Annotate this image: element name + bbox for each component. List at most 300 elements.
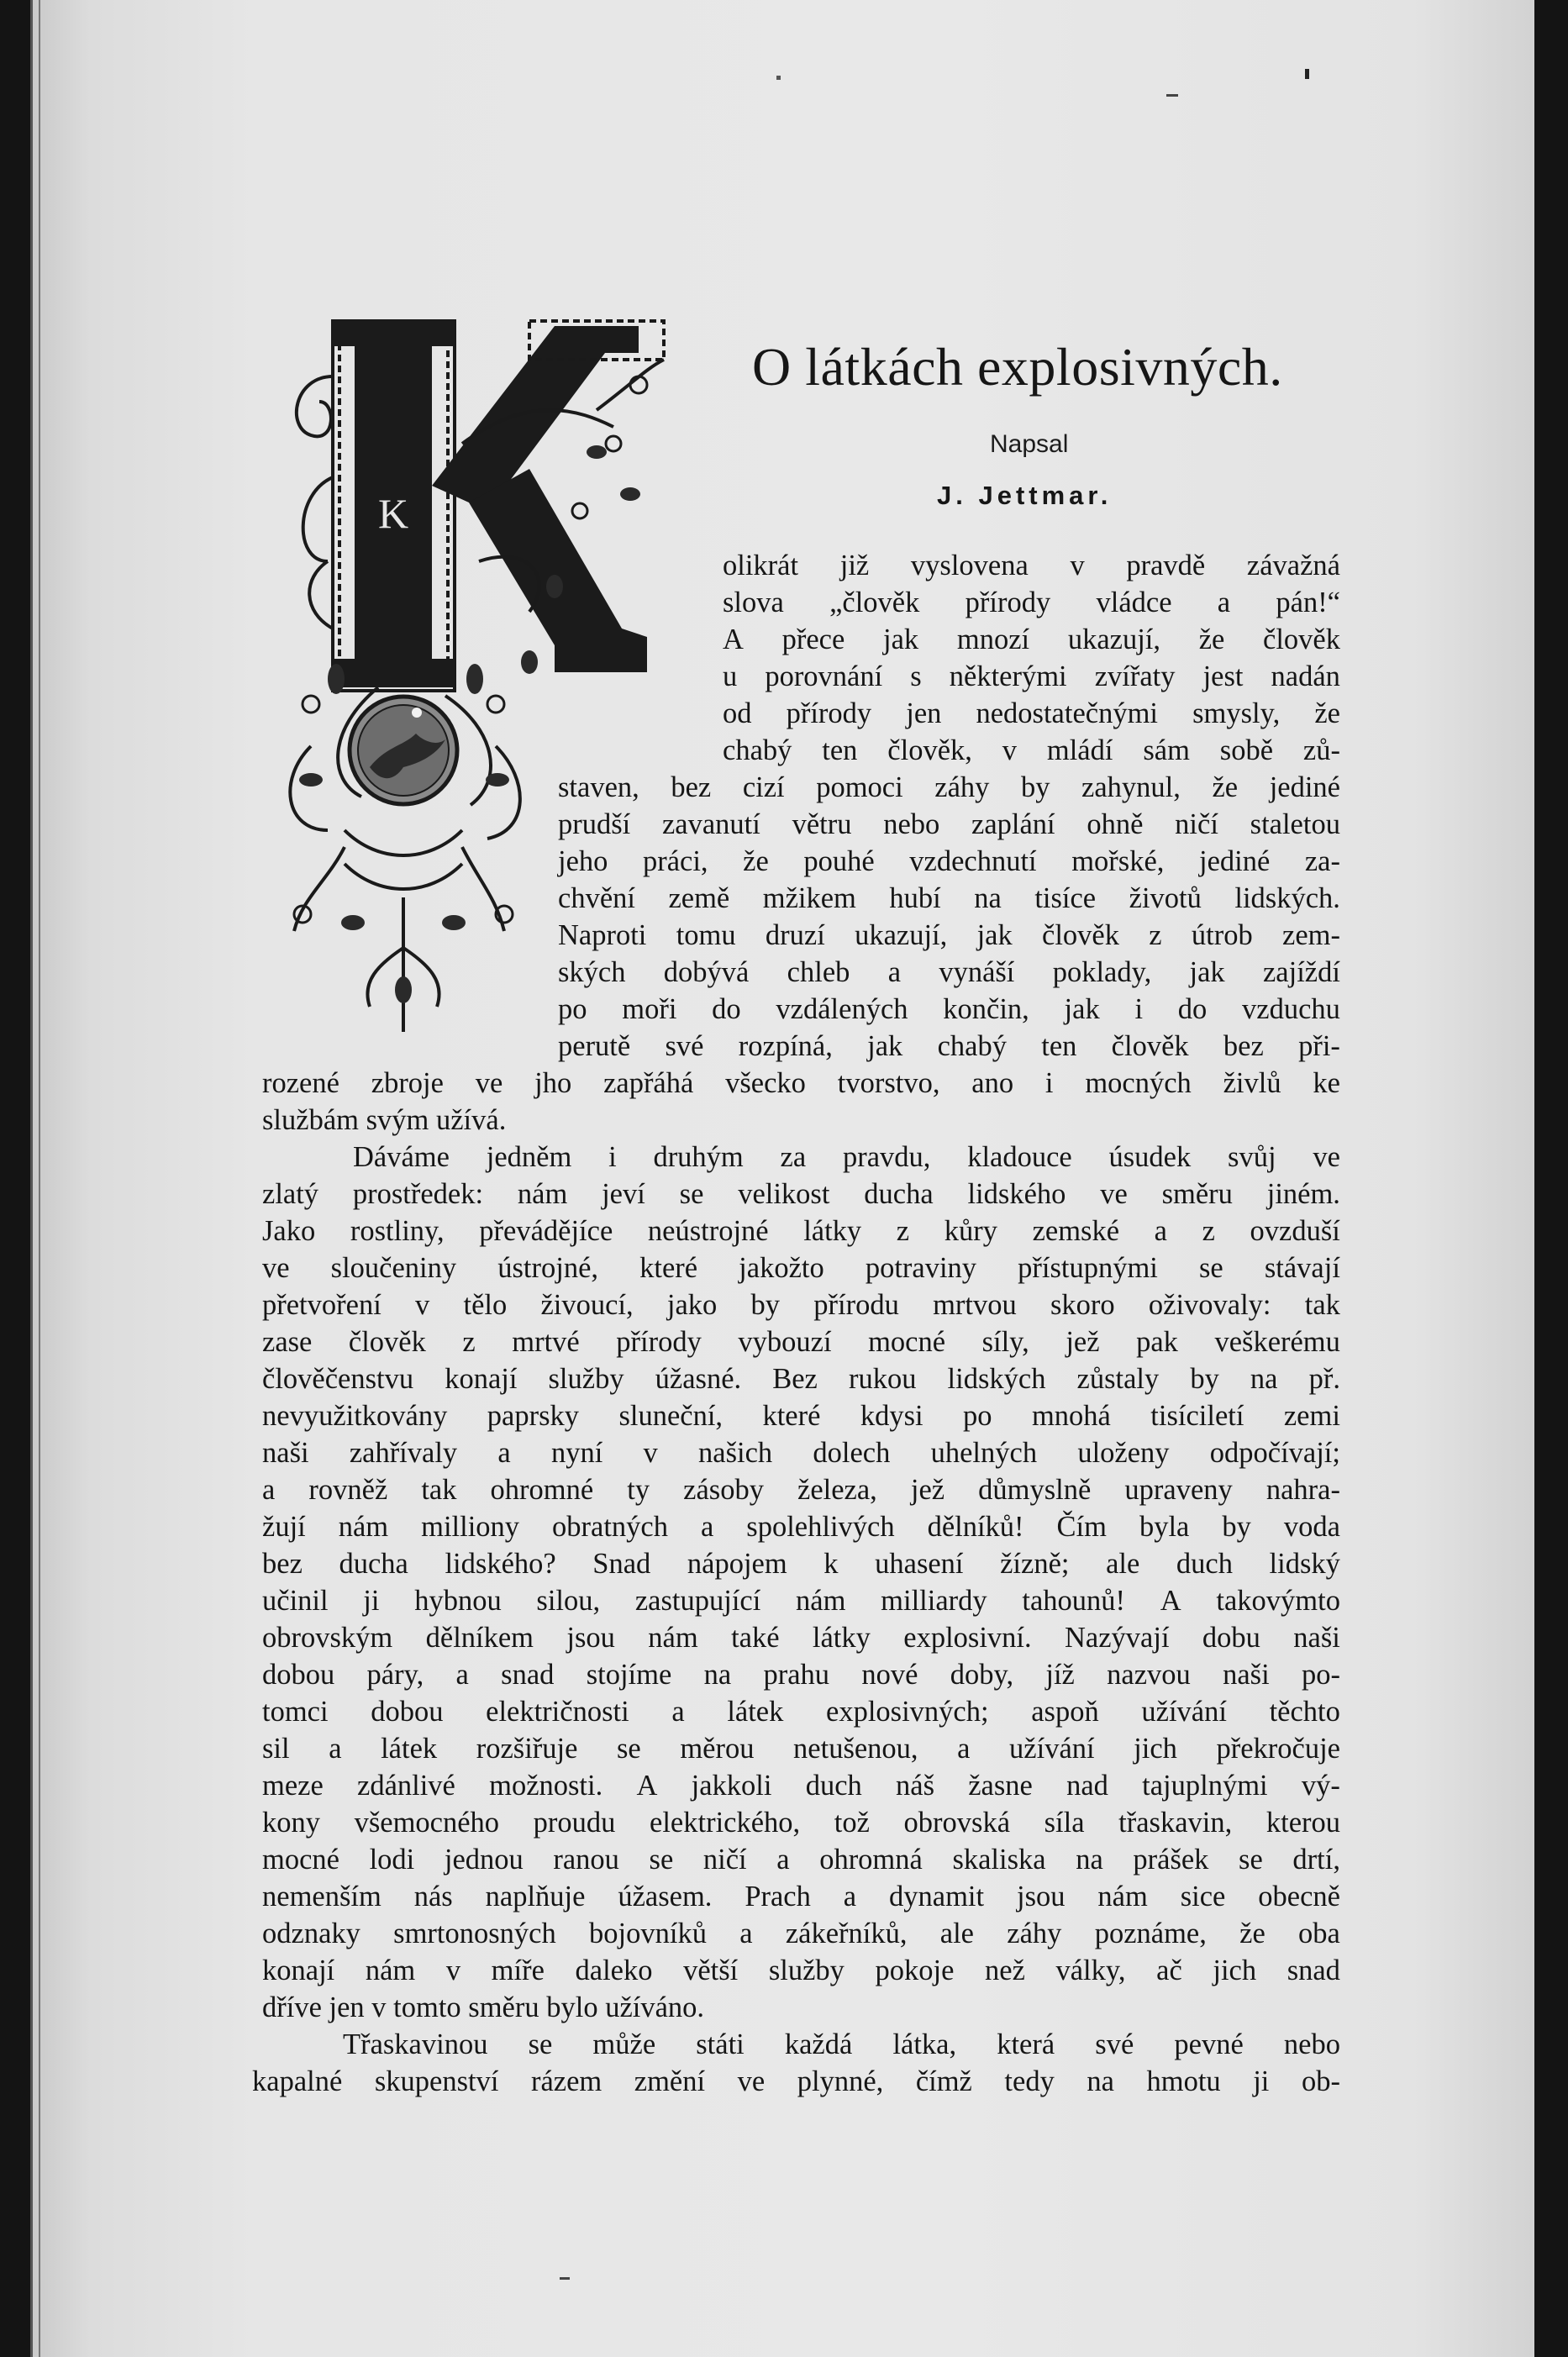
word: nám bbox=[365, 1955, 416, 1986]
word: a bbox=[1217, 587, 1231, 618]
text-line: službám svým užívá. bbox=[262, 1104, 507, 1136]
word: jiném. bbox=[1266, 1178, 1340, 1210]
word: hybnou bbox=[414, 1585, 502, 1617]
word: meze bbox=[262, 1770, 324, 1802]
word: A bbox=[636, 1770, 658, 1802]
text-line bbox=[262, 1360, 1340, 1397]
text-line bbox=[558, 954, 1340, 991]
word: mnohá bbox=[1031, 1400, 1111, 1432]
word: z bbox=[896, 1215, 910, 1247]
word: lidského bbox=[967, 1178, 1066, 1210]
word: dobou bbox=[371, 1696, 444, 1728]
word: a bbox=[262, 1474, 276, 1506]
word: ve bbox=[1100, 1178, 1128, 1210]
word: voda bbox=[1283, 1511, 1340, 1543]
word: životů bbox=[1129, 882, 1202, 914]
word: jich bbox=[1213, 1955, 1257, 1986]
word: větru bbox=[792, 808, 852, 840]
text-line bbox=[262, 1841, 1340, 1878]
word: Bez bbox=[772, 1363, 818, 1395]
word: konají bbox=[262, 1955, 335, 1986]
word: ano bbox=[971, 1067, 1014, 1099]
word: bojovníků bbox=[589, 1918, 707, 1949]
word: ob- bbox=[1301, 2065, 1340, 2097]
word: služby bbox=[768, 1955, 845, 1986]
word: a bbox=[887, 956, 902, 988]
word: našich bbox=[698, 1437, 773, 1469]
text-line bbox=[558, 843, 1340, 880]
word: ač bbox=[1156, 1955, 1182, 1986]
word: druzí bbox=[765, 919, 825, 951]
text-line bbox=[262, 1693, 1340, 1730]
word: ukazují, bbox=[855, 919, 948, 951]
word: pravdu, bbox=[842, 1141, 931, 1173]
word: závažná bbox=[1246, 550, 1340, 581]
word: látka, bbox=[892, 2028, 957, 2060]
word: člověk bbox=[1042, 919, 1119, 951]
word: spolehlivých bbox=[746, 1511, 895, 1543]
word: sobě bbox=[1219, 734, 1274, 766]
word: bez bbox=[671, 771, 712, 803]
word: sice bbox=[1180, 1881, 1226, 1912]
word: záhy bbox=[934, 771, 990, 803]
word: že bbox=[1212, 771, 1239, 803]
word: ten bbox=[822, 734, 858, 766]
word: mocné bbox=[868, 1326, 946, 1358]
word: nám bbox=[517, 1178, 568, 1210]
word: vyslovena bbox=[910, 550, 1029, 581]
word: vzdechnutí bbox=[909, 845, 1037, 877]
word: staven, bbox=[558, 771, 639, 803]
word: tedy bbox=[1004, 2065, 1055, 2097]
word: A bbox=[1160, 1585, 1181, 1617]
word: přetvoření bbox=[262, 1289, 381, 1321]
text-line bbox=[723, 621, 1340, 658]
word: vzdálených bbox=[776, 993, 908, 1025]
word: sluneční, bbox=[618, 1400, 723, 1432]
word: Jako bbox=[262, 1215, 316, 1247]
text-line bbox=[262, 1286, 1340, 1323]
word: jak bbox=[976, 919, 1013, 951]
word: odznaky bbox=[262, 1918, 360, 1949]
word: zlatý bbox=[262, 1178, 319, 1210]
word: se bbox=[528, 2028, 553, 2060]
word: jeví bbox=[602, 1178, 645, 1210]
word: jak bbox=[867, 1030, 903, 1062]
text-line bbox=[262, 1878, 1340, 1915]
word: nad bbox=[1066, 1770, 1108, 1802]
word: chabý bbox=[937, 1030, 1007, 1062]
word: jež bbox=[1066, 1326, 1100, 1358]
word: z bbox=[1202, 1215, 1215, 1247]
text-line bbox=[723, 547, 1340, 584]
word: a bbox=[700, 1511, 714, 1543]
byline-label: Napsal bbox=[990, 430, 1069, 458]
word: nápojem bbox=[687, 1548, 787, 1580]
text-line bbox=[558, 991, 1340, 1028]
word: tvorstvo, bbox=[837, 1067, 940, 1099]
word: potraviny bbox=[865, 1252, 977, 1284]
word: hmotu bbox=[1146, 2065, 1221, 2097]
word: byla bbox=[1139, 1511, 1190, 1543]
text-line bbox=[262, 1545, 1340, 1582]
text-line bbox=[252, 2063, 1340, 2100]
text-line bbox=[262, 1397, 1340, 1434]
word: a bbox=[455, 1659, 469, 1691]
initial-letter-glyph: K bbox=[377, 490, 409, 537]
word: zahřívaly bbox=[349, 1437, 458, 1469]
word: tomci bbox=[262, 1696, 329, 1728]
word: v bbox=[1002, 734, 1018, 766]
word: staletou bbox=[1250, 808, 1340, 840]
word: jak bbox=[883, 623, 919, 655]
word: mrtvé bbox=[512, 1326, 580, 1358]
word: mžikem bbox=[762, 882, 856, 914]
word: v bbox=[1070, 550, 1085, 581]
word: cizí bbox=[742, 771, 785, 803]
word: duch bbox=[1176, 1548, 1233, 1580]
word: zů- bbox=[1302, 734, 1340, 766]
word: chvění bbox=[558, 882, 635, 914]
word: nebo bbox=[883, 808, 940, 840]
word: Nazývají bbox=[1065, 1622, 1170, 1654]
word: vynáší bbox=[939, 956, 1015, 988]
text-line bbox=[262, 1471, 1340, 1508]
word: a bbox=[1154, 1215, 1167, 1247]
word: tahounů! bbox=[1022, 1585, 1126, 1617]
word: kladouce bbox=[967, 1141, 1072, 1173]
word: Prach bbox=[745, 1881, 811, 1912]
word: své bbox=[1095, 2028, 1134, 2060]
text-line bbox=[262, 1508, 1340, 1545]
text-line bbox=[262, 1323, 1340, 1360]
text-line bbox=[723, 732, 1340, 769]
word: s bbox=[910, 660, 922, 692]
word: skaliska bbox=[952, 1844, 1046, 1876]
word: smysly, bbox=[1192, 697, 1281, 729]
word: že bbox=[743, 845, 769, 877]
gutter-line bbox=[39, 0, 40, 2357]
word: ských bbox=[558, 956, 626, 988]
word: se bbox=[617, 1733, 641, 1765]
word: útrob bbox=[1191, 919, 1253, 951]
word: žasne bbox=[968, 1770, 1033, 1802]
word: síly, bbox=[981, 1326, 1029, 1358]
word: električnosti bbox=[486, 1696, 629, 1728]
word: poklady, bbox=[1052, 956, 1152, 988]
word: jakožto bbox=[739, 1252, 824, 1284]
word: A bbox=[723, 623, 744, 655]
gutter-line bbox=[30, 0, 33, 2357]
text-line bbox=[262, 1915, 1340, 1952]
word: tomu bbox=[676, 919, 736, 951]
word: možnosti. bbox=[489, 1770, 603, 1802]
word: dělníkem bbox=[425, 1622, 534, 1654]
word: veškerému bbox=[1214, 1326, 1340, 1358]
word: také bbox=[731, 1622, 780, 1654]
word: lidských. bbox=[1234, 882, 1340, 914]
word: dobou bbox=[262, 1659, 335, 1691]
word: uloženy bbox=[1077, 1437, 1170, 1469]
word: živoucí, bbox=[540, 1289, 634, 1321]
word: nebo bbox=[1283, 2028, 1340, 2060]
word: naši bbox=[1223, 1659, 1270, 1691]
word: lodi bbox=[369, 1844, 415, 1876]
word: prostředek: bbox=[352, 1178, 484, 1210]
word: práci, bbox=[642, 845, 708, 877]
word: míře bbox=[491, 1955, 545, 1986]
word: nové bbox=[861, 1659, 918, 1691]
word: se bbox=[1239, 1844, 1263, 1876]
word: obratných bbox=[552, 1511, 668, 1543]
word: pouhé bbox=[803, 845, 875, 877]
word: sil bbox=[262, 1733, 290, 1765]
word: neústrojné bbox=[647, 1215, 769, 1247]
word: jsou bbox=[566, 1622, 615, 1654]
article-title: O látkách explosivných. bbox=[752, 337, 1283, 397]
word: do bbox=[712, 993, 741, 1025]
word: silou, bbox=[536, 1585, 601, 1617]
word: do bbox=[1177, 993, 1208, 1025]
word: ovzduší bbox=[1250, 1215, 1340, 1247]
word: porovnání bbox=[765, 660, 883, 692]
word: ve bbox=[1313, 1141, 1340, 1173]
word: stávají bbox=[1264, 1252, 1340, 1284]
word: jakkoli bbox=[691, 1770, 772, 1802]
word: vý- bbox=[1301, 1770, 1340, 1802]
word: a bbox=[776, 1844, 790, 1876]
word: nedostatečnými bbox=[976, 697, 1158, 729]
word: pán!“ bbox=[1276, 587, 1340, 618]
word: netušenou, bbox=[793, 1733, 918, 1765]
text-line bbox=[558, 1028, 1340, 1065]
word: ducha bbox=[864, 1178, 934, 1210]
text-line bbox=[262, 1434, 1340, 1471]
word: po- bbox=[1301, 1659, 1340, 1691]
word: tak bbox=[421, 1474, 457, 1506]
word: páry, bbox=[366, 1659, 424, 1691]
word: rukou bbox=[848, 1363, 917, 1395]
word: ty bbox=[627, 1474, 650, 1506]
word: rozené bbox=[262, 1067, 339, 1099]
word: olikrát bbox=[723, 550, 799, 581]
text-line bbox=[558, 806, 1340, 843]
word: člověk bbox=[348, 1326, 426, 1358]
word: tisíce bbox=[1034, 882, 1097, 914]
word: nyní bbox=[550, 1437, 603, 1469]
scan-speck bbox=[560, 2277, 570, 2280]
word: končin, bbox=[943, 993, 1029, 1025]
word: zahynul, bbox=[1081, 771, 1181, 803]
text-line bbox=[262, 1250, 1340, 1286]
word: nám bbox=[648, 1622, 698, 1654]
word: skupenství bbox=[374, 2065, 499, 2097]
word: ohromná bbox=[819, 1844, 923, 1876]
word: drtí, bbox=[1292, 1844, 1340, 1876]
word: větší bbox=[683, 1955, 739, 1986]
word: zásoby bbox=[683, 1474, 764, 1506]
word: zbroje bbox=[371, 1067, 444, 1099]
word: služby bbox=[548, 1363, 624, 1395]
word: státi bbox=[696, 2028, 745, 2060]
word: látky bbox=[812, 1622, 871, 1654]
text-line bbox=[262, 1767, 1340, 1804]
word: v bbox=[445, 1955, 461, 1986]
text-line bbox=[262, 1213, 1340, 1250]
scan-speck bbox=[1305, 69, 1309, 79]
word: „člověk bbox=[829, 587, 920, 618]
word: i bbox=[1134, 993, 1144, 1025]
word: člověk bbox=[1263, 623, 1340, 655]
word: ničí bbox=[1175, 808, 1218, 840]
word: obecně bbox=[1258, 1881, 1340, 1912]
word: ústrojné, bbox=[497, 1252, 599, 1284]
word: u bbox=[723, 660, 738, 692]
word: přírodu bbox=[813, 1289, 899, 1321]
word: člověk, bbox=[887, 734, 972, 766]
word: i bbox=[1044, 1067, 1054, 1099]
word: ranou bbox=[553, 1844, 619, 1876]
word: při- bbox=[1298, 1030, 1340, 1062]
word: sám bbox=[1143, 734, 1190, 766]
word: ducha bbox=[339, 1548, 408, 1580]
word: může bbox=[592, 2028, 656, 2060]
word: snad bbox=[501, 1659, 555, 1691]
word: látek bbox=[727, 1696, 784, 1728]
word: vládce bbox=[1096, 587, 1172, 618]
word: uhelných bbox=[930, 1437, 1038, 1469]
word: pravdě bbox=[1126, 550, 1206, 581]
word: nahra- bbox=[1265, 1474, 1340, 1506]
word: člověk bbox=[1111, 1030, 1189, 1062]
word: jich bbox=[1134, 1733, 1177, 1765]
word: ke bbox=[1313, 1067, 1340, 1099]
word: ohromné bbox=[490, 1474, 594, 1506]
word: pokoje bbox=[875, 1955, 955, 1986]
word: úžasem. bbox=[618, 1881, 713, 1912]
word: i bbox=[608, 1141, 617, 1173]
word: každá bbox=[784, 2028, 853, 2060]
word: přírody bbox=[786, 697, 872, 729]
word: moři bbox=[622, 993, 677, 1025]
word: látek bbox=[381, 1733, 438, 1765]
word: kůry bbox=[944, 1215, 997, 1247]
word: explosivní. bbox=[903, 1622, 1032, 1654]
word: paprsky bbox=[487, 1400, 580, 1432]
word: úsudek bbox=[1108, 1141, 1192, 1173]
word: čímž bbox=[915, 2065, 972, 2097]
word: smrtonosných bbox=[393, 1918, 556, 1949]
word: perutě bbox=[558, 1030, 631, 1062]
word: látky bbox=[803, 1215, 862, 1247]
word: milliony bbox=[421, 1511, 520, 1543]
word: úžasné. bbox=[655, 1363, 742, 1395]
word: tisíciletí bbox=[1150, 1400, 1244, 1432]
word: ohně bbox=[1087, 808, 1144, 840]
word: jak bbox=[1064, 993, 1100, 1025]
initial-k-lower-arm bbox=[469, 469, 647, 672]
word: zase bbox=[262, 1326, 313, 1358]
word: Snad bbox=[592, 1548, 651, 1580]
word: zvířaty bbox=[1094, 660, 1176, 692]
word: prášek bbox=[1133, 1844, 1209, 1876]
word: rozpíná, bbox=[738, 1030, 833, 1062]
word: které bbox=[639, 1252, 698, 1284]
word: užívání bbox=[1141, 1696, 1227, 1728]
word: která bbox=[997, 2028, 1055, 2060]
word: jež bbox=[910, 1474, 945, 1506]
word: v bbox=[643, 1437, 658, 1469]
word: milliardy bbox=[881, 1585, 987, 1617]
word: mrtvou bbox=[933, 1289, 1017, 1321]
word: vzduchu bbox=[1242, 993, 1340, 1025]
word: rostliny, bbox=[350, 1215, 445, 1247]
word: dobu bbox=[1202, 1622, 1260, 1654]
word: zastupující bbox=[634, 1585, 761, 1617]
scan-speck bbox=[1166, 94, 1178, 97]
word: proudu bbox=[533, 1807, 616, 1839]
word: a bbox=[843, 1881, 857, 1912]
scan-speck bbox=[776, 76, 781, 80]
word: by bbox=[1222, 1511, 1251, 1543]
word: odpočívají; bbox=[1209, 1437, 1340, 1469]
word: nám bbox=[1097, 1881, 1148, 1912]
word: jediné bbox=[1198, 845, 1271, 877]
text-line bbox=[723, 695, 1340, 732]
word: elektrického, bbox=[650, 1807, 801, 1839]
word: Dáváme bbox=[353, 1141, 450, 1173]
word: konají bbox=[445, 1363, 518, 1395]
word: obrovská bbox=[903, 1807, 1011, 1839]
word: všecko bbox=[725, 1067, 806, 1099]
word: od bbox=[723, 697, 752, 729]
word: své bbox=[665, 1030, 704, 1062]
word: kony bbox=[262, 1807, 320, 1839]
text-line: dříve jen v tomto směru bylo užíváno. bbox=[262, 1991, 705, 2023]
word: pomoci bbox=[816, 771, 903, 803]
word: doby, bbox=[950, 1659, 1014, 1691]
word: jen bbox=[906, 697, 942, 729]
word: daleko bbox=[575, 1955, 653, 1986]
word: zemi bbox=[1283, 1400, 1340, 1432]
word: za- bbox=[1304, 845, 1340, 877]
word: Naproti bbox=[558, 919, 647, 951]
text-line bbox=[262, 1804, 1340, 1841]
word: velikost bbox=[738, 1178, 830, 1210]
word: ale bbox=[1106, 1548, 1140, 1580]
word: z bbox=[462, 1326, 476, 1358]
word: ji bbox=[363, 1585, 380, 1617]
word: ve bbox=[262, 1252, 290, 1284]
word: zůstaly bbox=[1076, 1363, 1160, 1395]
word: duch bbox=[805, 1770, 862, 1802]
word: dolech bbox=[813, 1437, 891, 1469]
word: a bbox=[957, 1733, 971, 1765]
word: přírody bbox=[616, 1326, 702, 1358]
word: rázem bbox=[530, 2065, 602, 2097]
word: jsou bbox=[1017, 1881, 1066, 1912]
word: záhy bbox=[1007, 1918, 1062, 1949]
word: nazvou bbox=[1107, 1659, 1191, 1691]
word: po bbox=[558, 993, 587, 1025]
word: mládí bbox=[1046, 734, 1113, 766]
word: že bbox=[1239, 1918, 1265, 1949]
word: aspoň bbox=[1031, 1696, 1099, 1728]
word: skoro bbox=[1050, 1289, 1115, 1321]
word: měrou bbox=[680, 1733, 755, 1765]
word: mocné bbox=[262, 1844, 339, 1876]
word: plynné, bbox=[797, 2065, 884, 2097]
